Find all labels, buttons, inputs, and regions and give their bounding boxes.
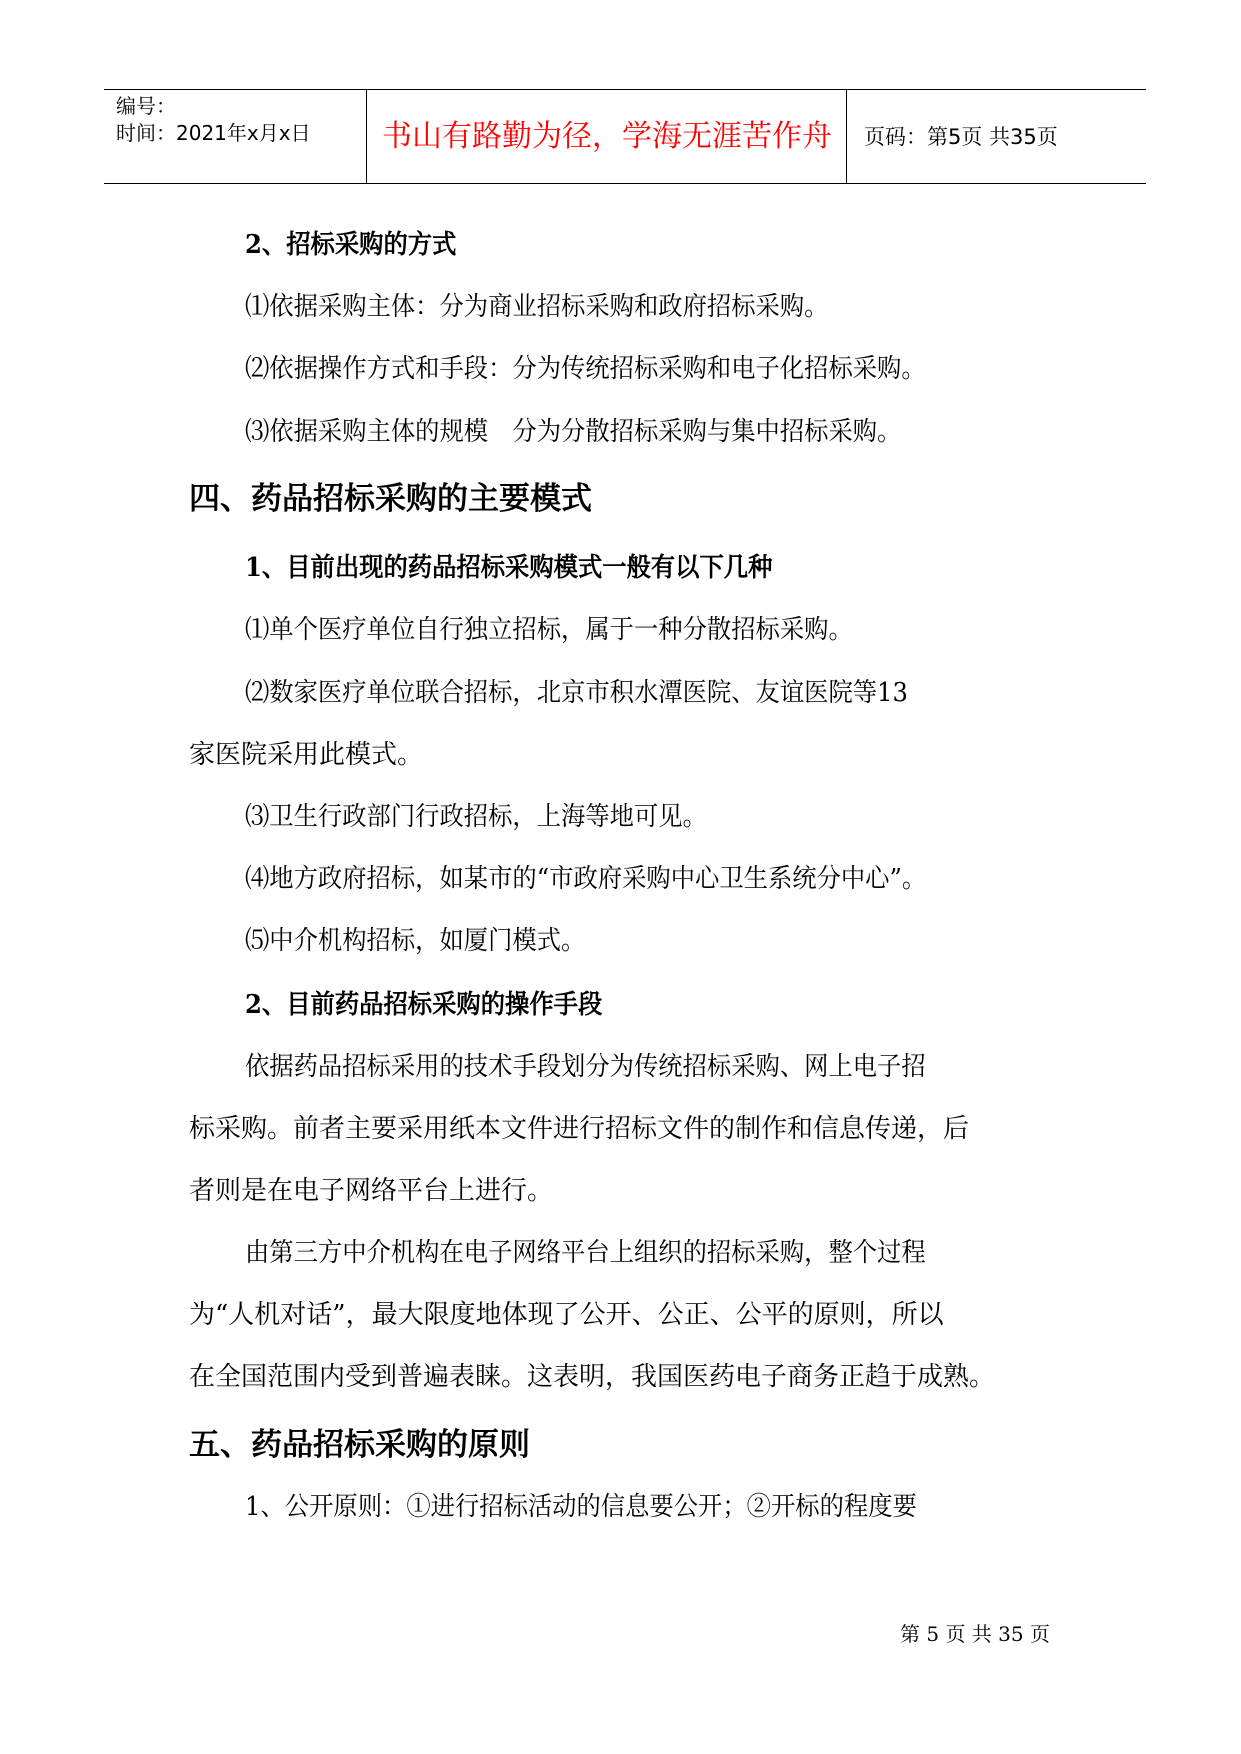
time-label: 时间：2021年x月x日 xyxy=(116,121,311,145)
paragraph-line: ⑸中介机构招标，如厦门模式。 xyxy=(245,926,586,956)
paragraph-line: 依据药品招标采用的技术手段划分为传统招标采购、网上电子招 xyxy=(245,1052,926,1082)
page-number-label: 页码：第5页 共35页 xyxy=(864,125,1058,149)
subheading: 2、目前药品招标采购的操作手段 xyxy=(245,990,603,1020)
paragraph-line: ⑴单个医疗单位自行独立招标，属于一种分散招标采购。 xyxy=(245,615,853,645)
paragraph-line: ⑵依据操作方式和手段：分为传统招标采购和电子化招标采购。 xyxy=(245,354,926,384)
section-heading: 五、药品招标采购的原则 xyxy=(189,1427,530,1463)
header-info-cell xyxy=(104,90,367,183)
paragraph-line: 标采购。前者主要采用纸本文件进行招标文件的制作和信息传递，后 xyxy=(189,1114,970,1144)
subheading: 1、目前出现的药品招标采购模式一般有以下几种 xyxy=(245,553,773,583)
subheading: 2、招标采购的方式 xyxy=(245,230,457,260)
paragraph-line: 为“人机对话”，最大限度地体现了公开、公正、公平的原则，所以 xyxy=(189,1300,944,1330)
header-motto-cell xyxy=(368,90,847,183)
header-page-cell xyxy=(848,90,1146,183)
motto-text: 书山有路勤为径，学海无涯苦作舟 xyxy=(382,119,832,154)
paragraph-line: 由第三方中介机构在电子网络平台上组织的招标采购，整个过程 xyxy=(245,1238,926,1268)
number-label: 编号： xyxy=(116,94,176,118)
paragraph-line: ⑴依据采购主体：分为商业招标采购和政府招标采购。 xyxy=(245,292,829,322)
paragraph-line: 1、公开原则：①进行招标活动的信息要公开；②开标的程度要 xyxy=(245,1492,917,1522)
paragraph-line: 家医院采用此模式。 xyxy=(189,740,424,770)
paragraph-line: ⑶依据采购主体的规模 分为分散招标采购与集中招标采购。 xyxy=(245,417,902,447)
paragraph-line: ⑶卫生行政部门行政招标，上海等地可见。 xyxy=(245,802,707,832)
section-heading: 四、药品招标采购的主要模式 xyxy=(189,481,592,517)
paragraph-line: 在全国范围内受到普遍表睐。这表明，我国医药电子商务正趋于成熟。 xyxy=(189,1362,996,1392)
paragraph-line: ⑷地方政府招标，如某市的“市政府采购中心卫生系统分中心”。 xyxy=(245,864,927,894)
page-header xyxy=(104,89,1146,184)
paragraph-line: ⑵数家医疗单位联合招标，北京市积水潭医院、友谊医院等13 xyxy=(245,678,909,708)
paragraph-line: 者则是在电子网络平台上进行。 xyxy=(189,1176,554,1206)
page-footer: 第 5 页 共 35 页 xyxy=(900,1622,1050,1646)
